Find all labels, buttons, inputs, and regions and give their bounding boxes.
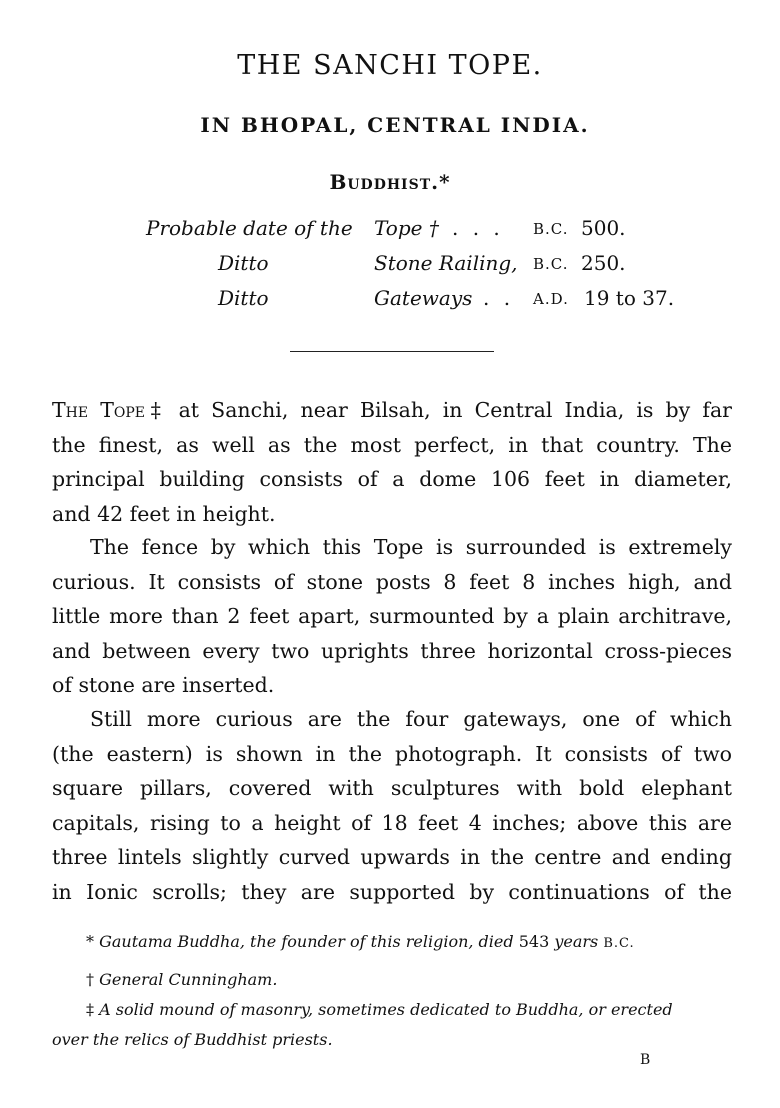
date-year: 19 to 37. — [584, 286, 675, 310]
date-row — [0, 286, 780, 316]
text-line: Still more curious are the four gateways, one of which — [90, 707, 732, 731]
date-year: 250. — [581, 251, 626, 275]
date-era: B.C. — [533, 220, 569, 238]
paragraph-1 — [52, 393, 732, 531]
text-line: principal building consists of a dome 106 feet in diameter, — [52, 467, 732, 491]
page-subtitle: IN BHOPAL, CENTRAL INDIA. — [200, 113, 590, 137]
footnote-mark: † — [86, 970, 94, 989]
text-line: square pillars, covered with sculptures with bold elephant — [52, 776, 732, 800]
lead-words: The Tope — [52, 398, 146, 422]
divider-rule — [290, 351, 494, 352]
footnote-mark: ‡ — [86, 1000, 94, 1019]
date-era: B.C. — [533, 255, 569, 273]
date-label: Probable date of the — [146, 216, 353, 240]
signature-mark: B — [640, 1052, 651, 1068]
date-era: A.D. — [533, 290, 569, 308]
text-line: three lintels slightly curved upwards in the centre and ending — [52, 845, 732, 869]
text-line: in Ionic scrolls; they are supported by continuations of the — [52, 879, 732, 904]
text-line: and between every two uprights three horizontal cross-pieces — [52, 638, 732, 663]
date-item: Tope † — [374, 216, 439, 240]
date-row — [0, 251, 780, 281]
leader-dots: . . — [483, 286, 515, 310]
leader-dots: . . . — [452, 216, 504, 240]
text-line: curious. It consists of stone posts 8 feet 8 inches high, and — [52, 569, 732, 594]
date-year: 500. — [581, 216, 626, 240]
footnote-2: † General Cunningham. — [86, 970, 278, 989]
page-title: THE SANCHI TOPE. — [237, 50, 543, 81]
footnote-3: ‡ A solid mound of masonry, sometimes dedicated to Buddha, or erected over the relics of Buddhist priests. — [52, 1000, 673, 1049]
paragraph-3 — [52, 702, 732, 909]
date-label: Ditto — [218, 251, 269, 275]
footnote-1: * Gautama Buddha, the founder of this religion, died 543 years B.C. — [86, 932, 635, 951]
date-label: Ditto — [218, 286, 269, 310]
paragraph-2 — [52, 530, 732, 703]
text-line: The Tope‡ at Sanchi, near Bilsah, in Central India, is by far — [52, 398, 732, 422]
footnote-mark: * — [86, 932, 94, 951]
date-item: Stone Railing, — [374, 251, 518, 275]
text-line: of stone are inserted. — [52, 673, 275, 697]
date-row — [0, 216, 780, 246]
text-line: little more than 2 feet apart, surmounted by a plain architrave, — [52, 604, 732, 628]
text-line: The fence by which this Tope is surrounded is extremely — [90, 535, 732, 559]
text-line: (the eastern) is shown in the photograph. It consists of two — [52, 741, 732, 766]
text-line: capitals, rising to a height of 18 feet 4 inches; above this are — [52, 810, 732, 835]
date-item: Gateways — [374, 286, 473, 310]
text-line: the finest, as well as the most perfect, in that country. The — [52, 432, 732, 457]
section-heading: Buddhist.* — [329, 170, 451, 194]
text-line: and 42 feet in height. — [52, 501, 276, 526]
